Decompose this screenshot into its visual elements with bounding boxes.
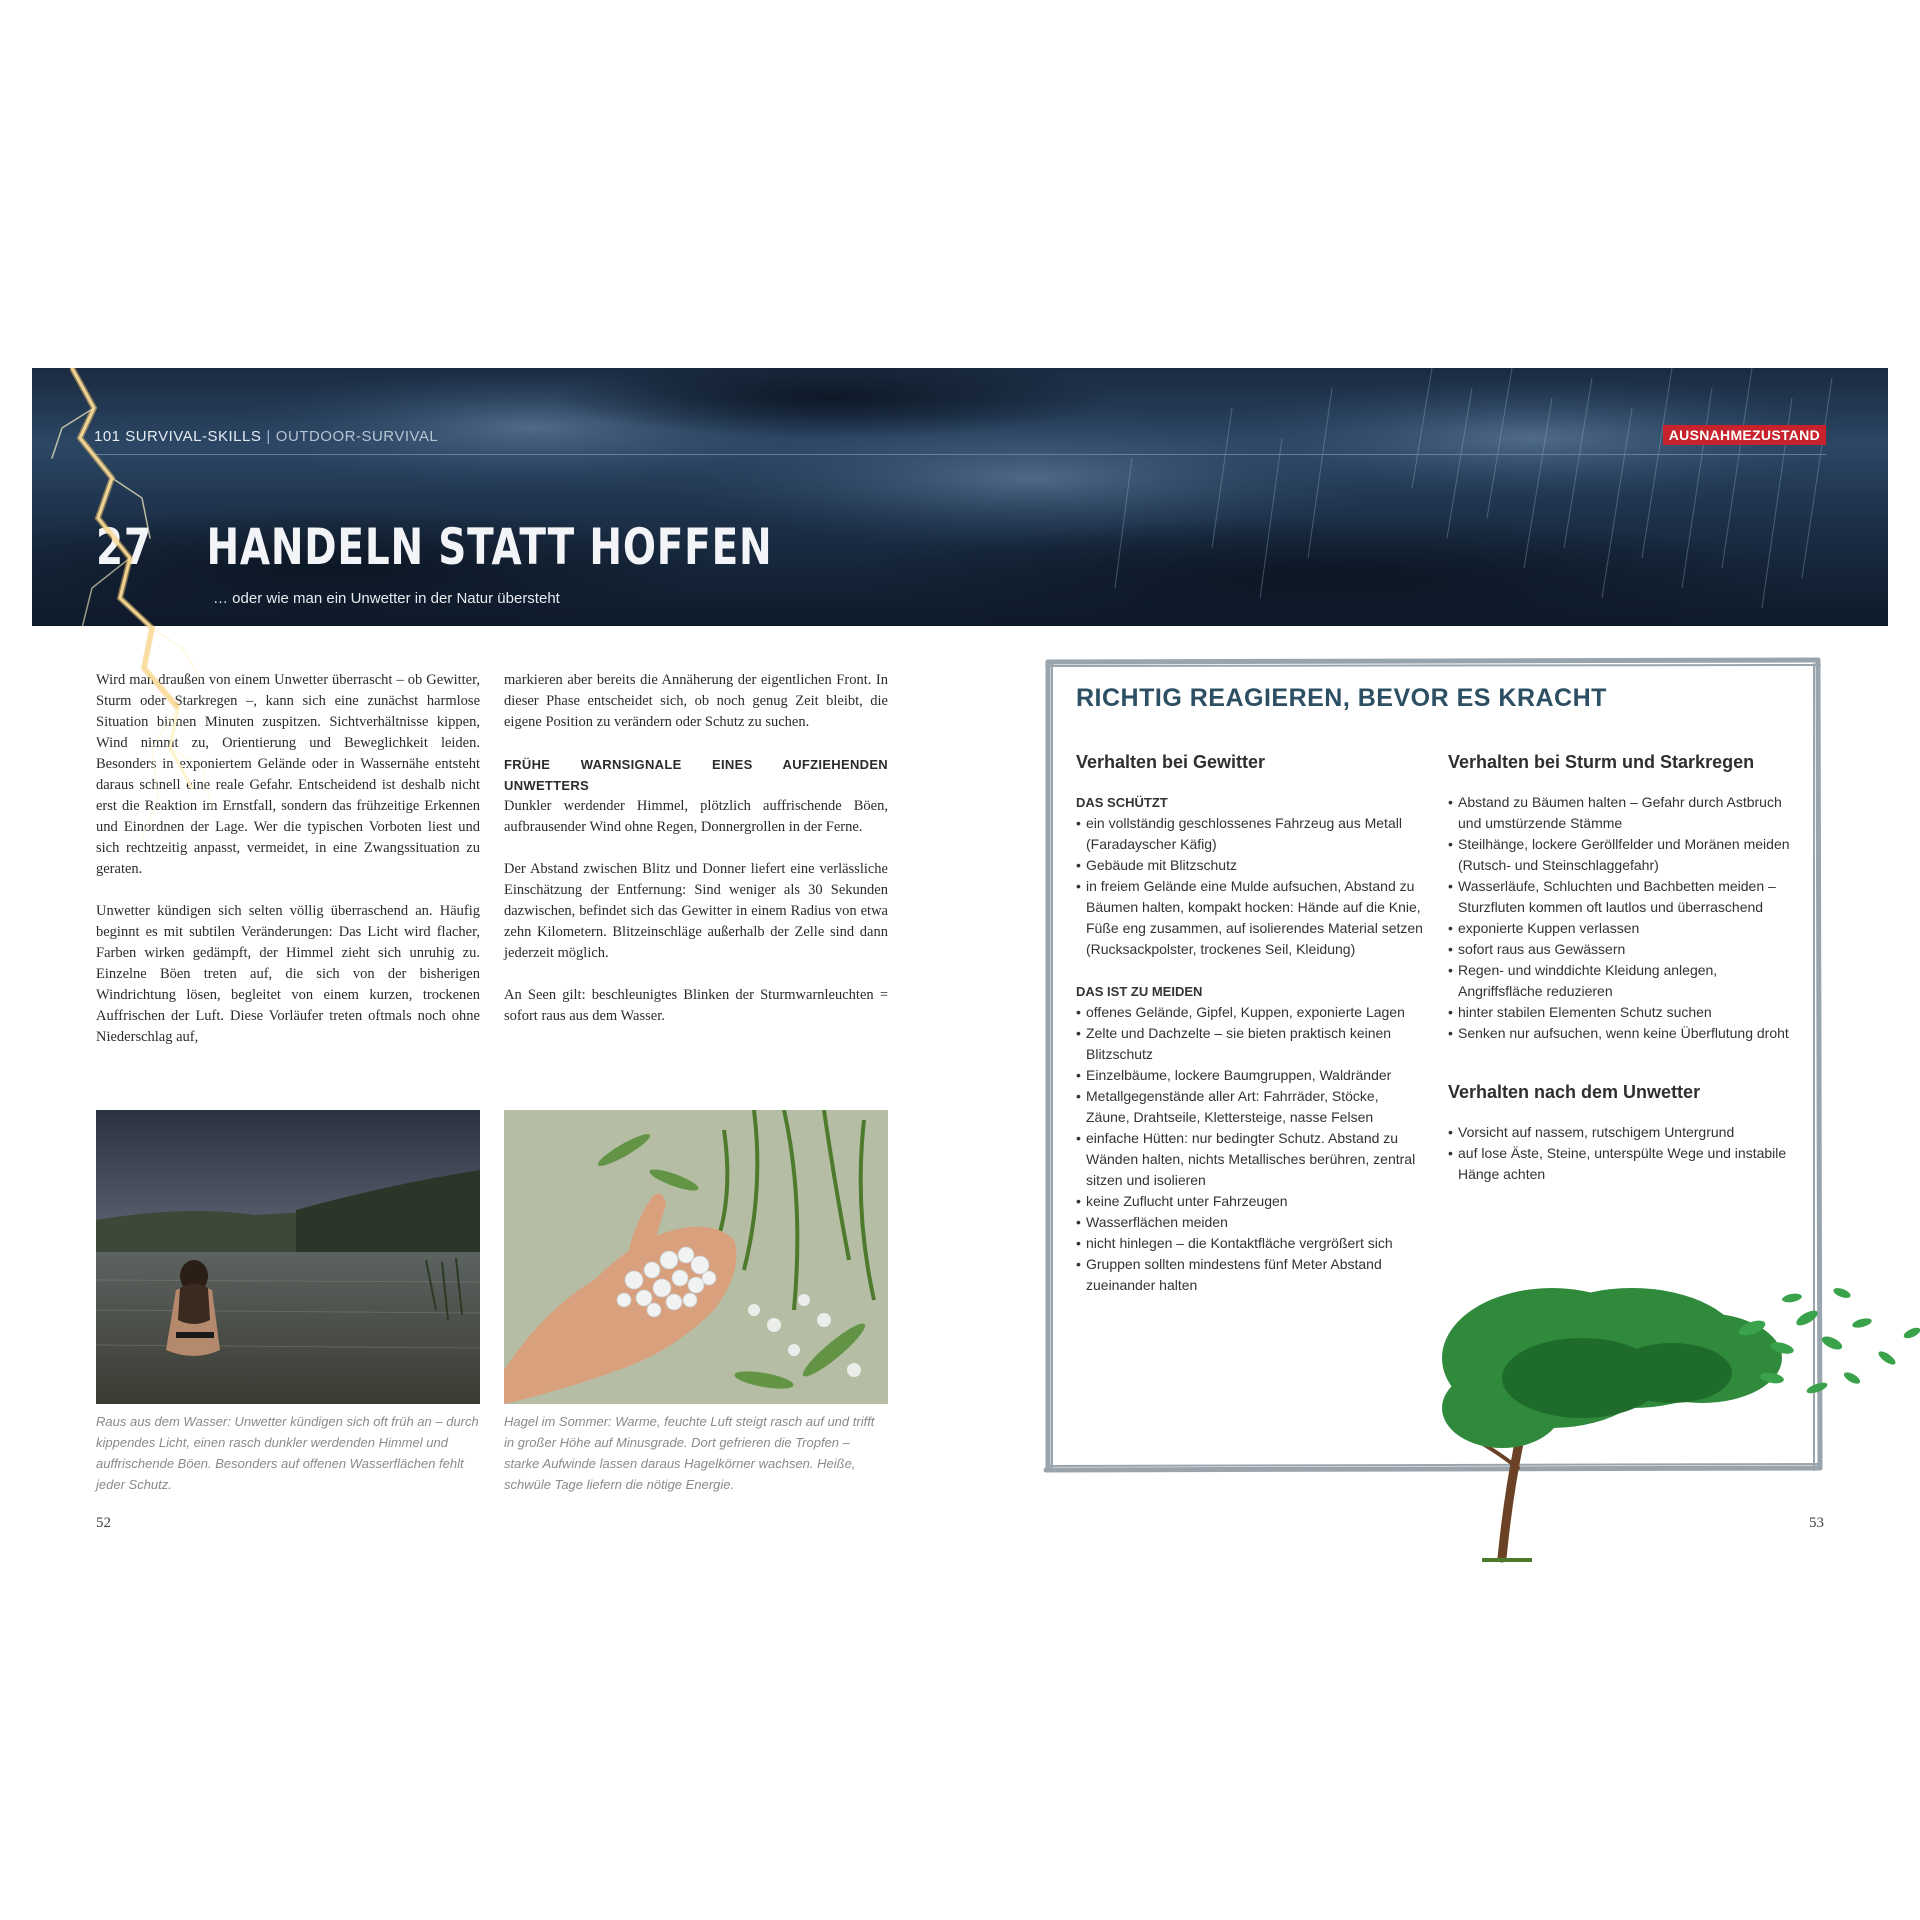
box-title: RICHTIG REAGIEREN, BEVOR ES KRACHT	[1076, 684, 1607, 712]
series-number: 101	[94, 428, 121, 445]
list-storm	[1448, 792, 1798, 1044]
list-item: • Wasserläufe, Schluchten und Bachbetten meiden – Sturzfluten kommen oft lautlos und überraschend	[1448, 876, 1798, 918]
subheading-warning-signs: FRÜHE WARNSIGNALE EINES AUFZIEHENDEN UNWETTERS	[504, 757, 888, 793]
section-tag: AUSNAHMEZUSTAND	[1663, 425, 1826, 445]
list-item: • Vorsicht auf nassem, rutschigem Untergrund	[1448, 1122, 1798, 1143]
box-column-thunderstorm	[1076, 750, 1426, 1317]
list-item: • auf lose Äste, Steine, unterspülte Wege und instabile Hänge achten	[1448, 1143, 1798, 1185]
body-paragraph: Unwetter kündigen sich selten völlig überraschend an. Häufig beginnt es mit subtilen Veränderungen: Das Licht wird flacher, Farben wirken gedämpft, der Himmel zieht sich unruhig zu. Einzelne Böen treten auf, die sich von der bisherigen Windrichtung lösen, begleitet von einem kurzen, trockenen Auffrischen der Luft. Diese Vorläufer treten oftmals noch ohne Niederschlag auf,	[96, 903, 480, 1045]
running-header: 101 SURVIVAL-SKILLS | OUTDOOR-SURVIVAL	[94, 428, 439, 445]
body-column-2	[504, 670, 888, 1048]
list-item: • nicht hinlegen – die Kontaktfläche vergrößert sich	[1076, 1233, 1426, 1254]
list-item: • Zelte und Dachzelte – sie bieten praktisch keinen Blitzschutz	[1076, 1023, 1426, 1065]
box-column-storm	[1448, 750, 1798, 1206]
list-item: • Einzelbäume, lockere Baumgruppen, Waldränder	[1076, 1065, 1426, 1086]
heading-storm-rain: Verhalten bei Sturm und Starkregen	[1448, 752, 1755, 772]
list-item: • ein vollständig geschlossenes Fahrzeug aus Metall (Faradayscher Käfig)	[1076, 813, 1426, 855]
heading-thunderstorm: Verhalten bei Gewitter	[1076, 752, 1266, 772]
series-label: SURVIVAL-SKILLS	[125, 428, 262, 445]
lightning-bolt-graphic	[32, 368, 232, 988]
list-protects	[1076, 813, 1426, 960]
body-paragraph: markieren aber bereits die Annäherung der eigentlichen Front. In dieser Phase entscheidet sich, ob noch genug Zeit bleibt, die eigene Position zu verändern oder Schutz zu suchen.	[504, 672, 888, 730]
book-spread	[32, 368, 1888, 1568]
photo-caption-2: Hagel im Sommer: Warme, feuchte Luft steigt rasch auf und trifft in großer Höhe auf Minusgrade. Dort gefrieren die Tropfen – starke Aufwinde lassen daraus Hagelkörner wachsen. Heiße, schwüle Tage liefern die nötige Energie.	[504, 1414, 875, 1492]
list-item: • Regen- und winddichte Kleidung anlegen, Angriffsfläche reduzieren	[1448, 960, 1798, 1002]
list-item: • keine Zuflucht unter Fahrzeugen	[1076, 1191, 1426, 1212]
list-item: • Senken nur aufsuchen, wenn keine Überflutung droht	[1448, 1023, 1798, 1044]
photo-woman-in-lake	[96, 1110, 480, 1404]
list-item: • Metallgegenstände aller Art: Fahrräder, Stöcke, Zäune, Drahtseile, Klettersteige, nasse Felsen	[1076, 1086, 1426, 1128]
chapter-number: 27	[96, 518, 152, 576]
list-item: • sofort raus aus Gewässern	[1448, 939, 1798, 960]
body-paragraph: Der Abstand zwischen Blitz und Donner liefert eine verlässliche Einschätzung der Entfernung: Sind weniger als 30 Sekunden dazwischen, befindet sich das Gewitter in einem Radius von etwa zehn Kilometern. Blitzeinschläge außerhalb der Zelle sind dann jederzeit möglich.	[504, 861, 888, 961]
page-number-right: 53	[1809, 1515, 1824, 1531]
header-banner	[32, 368, 1888, 626]
list-item: • hinter stabilen Elementen Schutz suchen	[1448, 1002, 1798, 1023]
label-avoid: DAS IST ZU MEIDEN	[1076, 984, 1203, 999]
list-item: • exponierte Kuppen verlassen	[1448, 918, 1798, 939]
list-item: • offenes Gelände, Gipfel, Kuppen, exponierte Lagen	[1076, 1002, 1426, 1023]
list-item: • Steilhänge, lockere Geröllfelder und Moränen meiden (Rutsch- und Steinschlaggefahr)	[1448, 834, 1798, 876]
chapter-subtitle: … oder wie man ein Unwetter in der Natur übersteht	[213, 590, 560, 607]
storm-clouds-image	[32, 368, 1888, 626]
section-label: OUTDOOR-SURVIVAL	[275, 428, 439, 445]
list-item: • einfache Hütten: nur bedingter Schutz. Abstand zu Wänden halten, nichts Metallisches berühren, zentral sitzen und isolieren	[1076, 1128, 1426, 1191]
body-paragraph: An Seen gilt: beschleunigtes Blinken der Sturmwarnleuchten = sofort raus aus dem Wasser.	[504, 987, 888, 1024]
page-number-left: 52	[96, 1515, 111, 1531]
photo-hail-in-hand	[504, 1110, 888, 1404]
header-rule	[94, 454, 1826, 455]
list-after	[1448, 1122, 1798, 1185]
windswept-tree-illustration	[1422, 1248, 1920, 1568]
photo-caption-1: Raus aus dem Wasser: Unwetter kündigen sich oft früh an – durch kippendes Licht, einen rasch dunkler werdenden Himmel und auffrischende Böen. Besonders auf offenen Wasserflächen fehlt jeder Schutz.	[96, 1414, 479, 1492]
body-paragraph: Wird man draußen von einem Unwetter überrascht – ob Gewitter, Sturm oder Starkregen –, kann sich eine zunächst harmlose Situation binnen Minuten zuspitzen. Sichtverhältnisse kippen, Wind nimmt zu, Orientierung und Beweglichkeit leiden. Besonders in exponiertem Gelände oder in Wassernähe entsteht daraus schnell eine reale Gefahr. Entscheidend ist deshalb nicht erst die Reaktion im Ernstfall, sondern das frühzeitige Erkennen und Einordnen der Lage. Wer die typischen Vorboten liest und sich rechtzeitig anpasst, vermeidet, in eine Zwangssituation zu geraten.	[96, 672, 480, 877]
list-item: • in freiem Gelände eine Mulde aufsuchen, Abstand zu Bäumen halten, kompakt hocken: Hände auf die Knie, Füße eng zusammen, auf isolierendes Material setzen (Rucksackpolster, trockenes Seil, Kleidung)	[1076, 876, 1426, 960]
heading-after-storm: Verhalten nach dem Unwetter	[1448, 1082, 1701, 1102]
list-avoid	[1076, 1002, 1426, 1296]
list-item: • Abstand zu Bäumen halten – Gefahr durch Astbruch und umstürzende Stämme	[1448, 792, 1798, 834]
chapter-title-text: HANDELN STATT HOFFEN	[206, 518, 773, 576]
label-protects: DAS SCHÜTZT	[1076, 795, 1168, 810]
list-item: • Wasserflächen meiden	[1076, 1212, 1426, 1233]
list-item: • Gruppen sollten mindestens fünf Meter Abstand zueinander halten	[1076, 1254, 1426, 1296]
list-item: • Gebäude mit Blitzschutz	[1076, 855, 1426, 876]
body-paragraph: Dunkler werdender Himmel, plötzlich auffrischende Böen, aufbrausender Wind ohne Regen, Donnergrollen in der Ferne.	[504, 798, 888, 835]
